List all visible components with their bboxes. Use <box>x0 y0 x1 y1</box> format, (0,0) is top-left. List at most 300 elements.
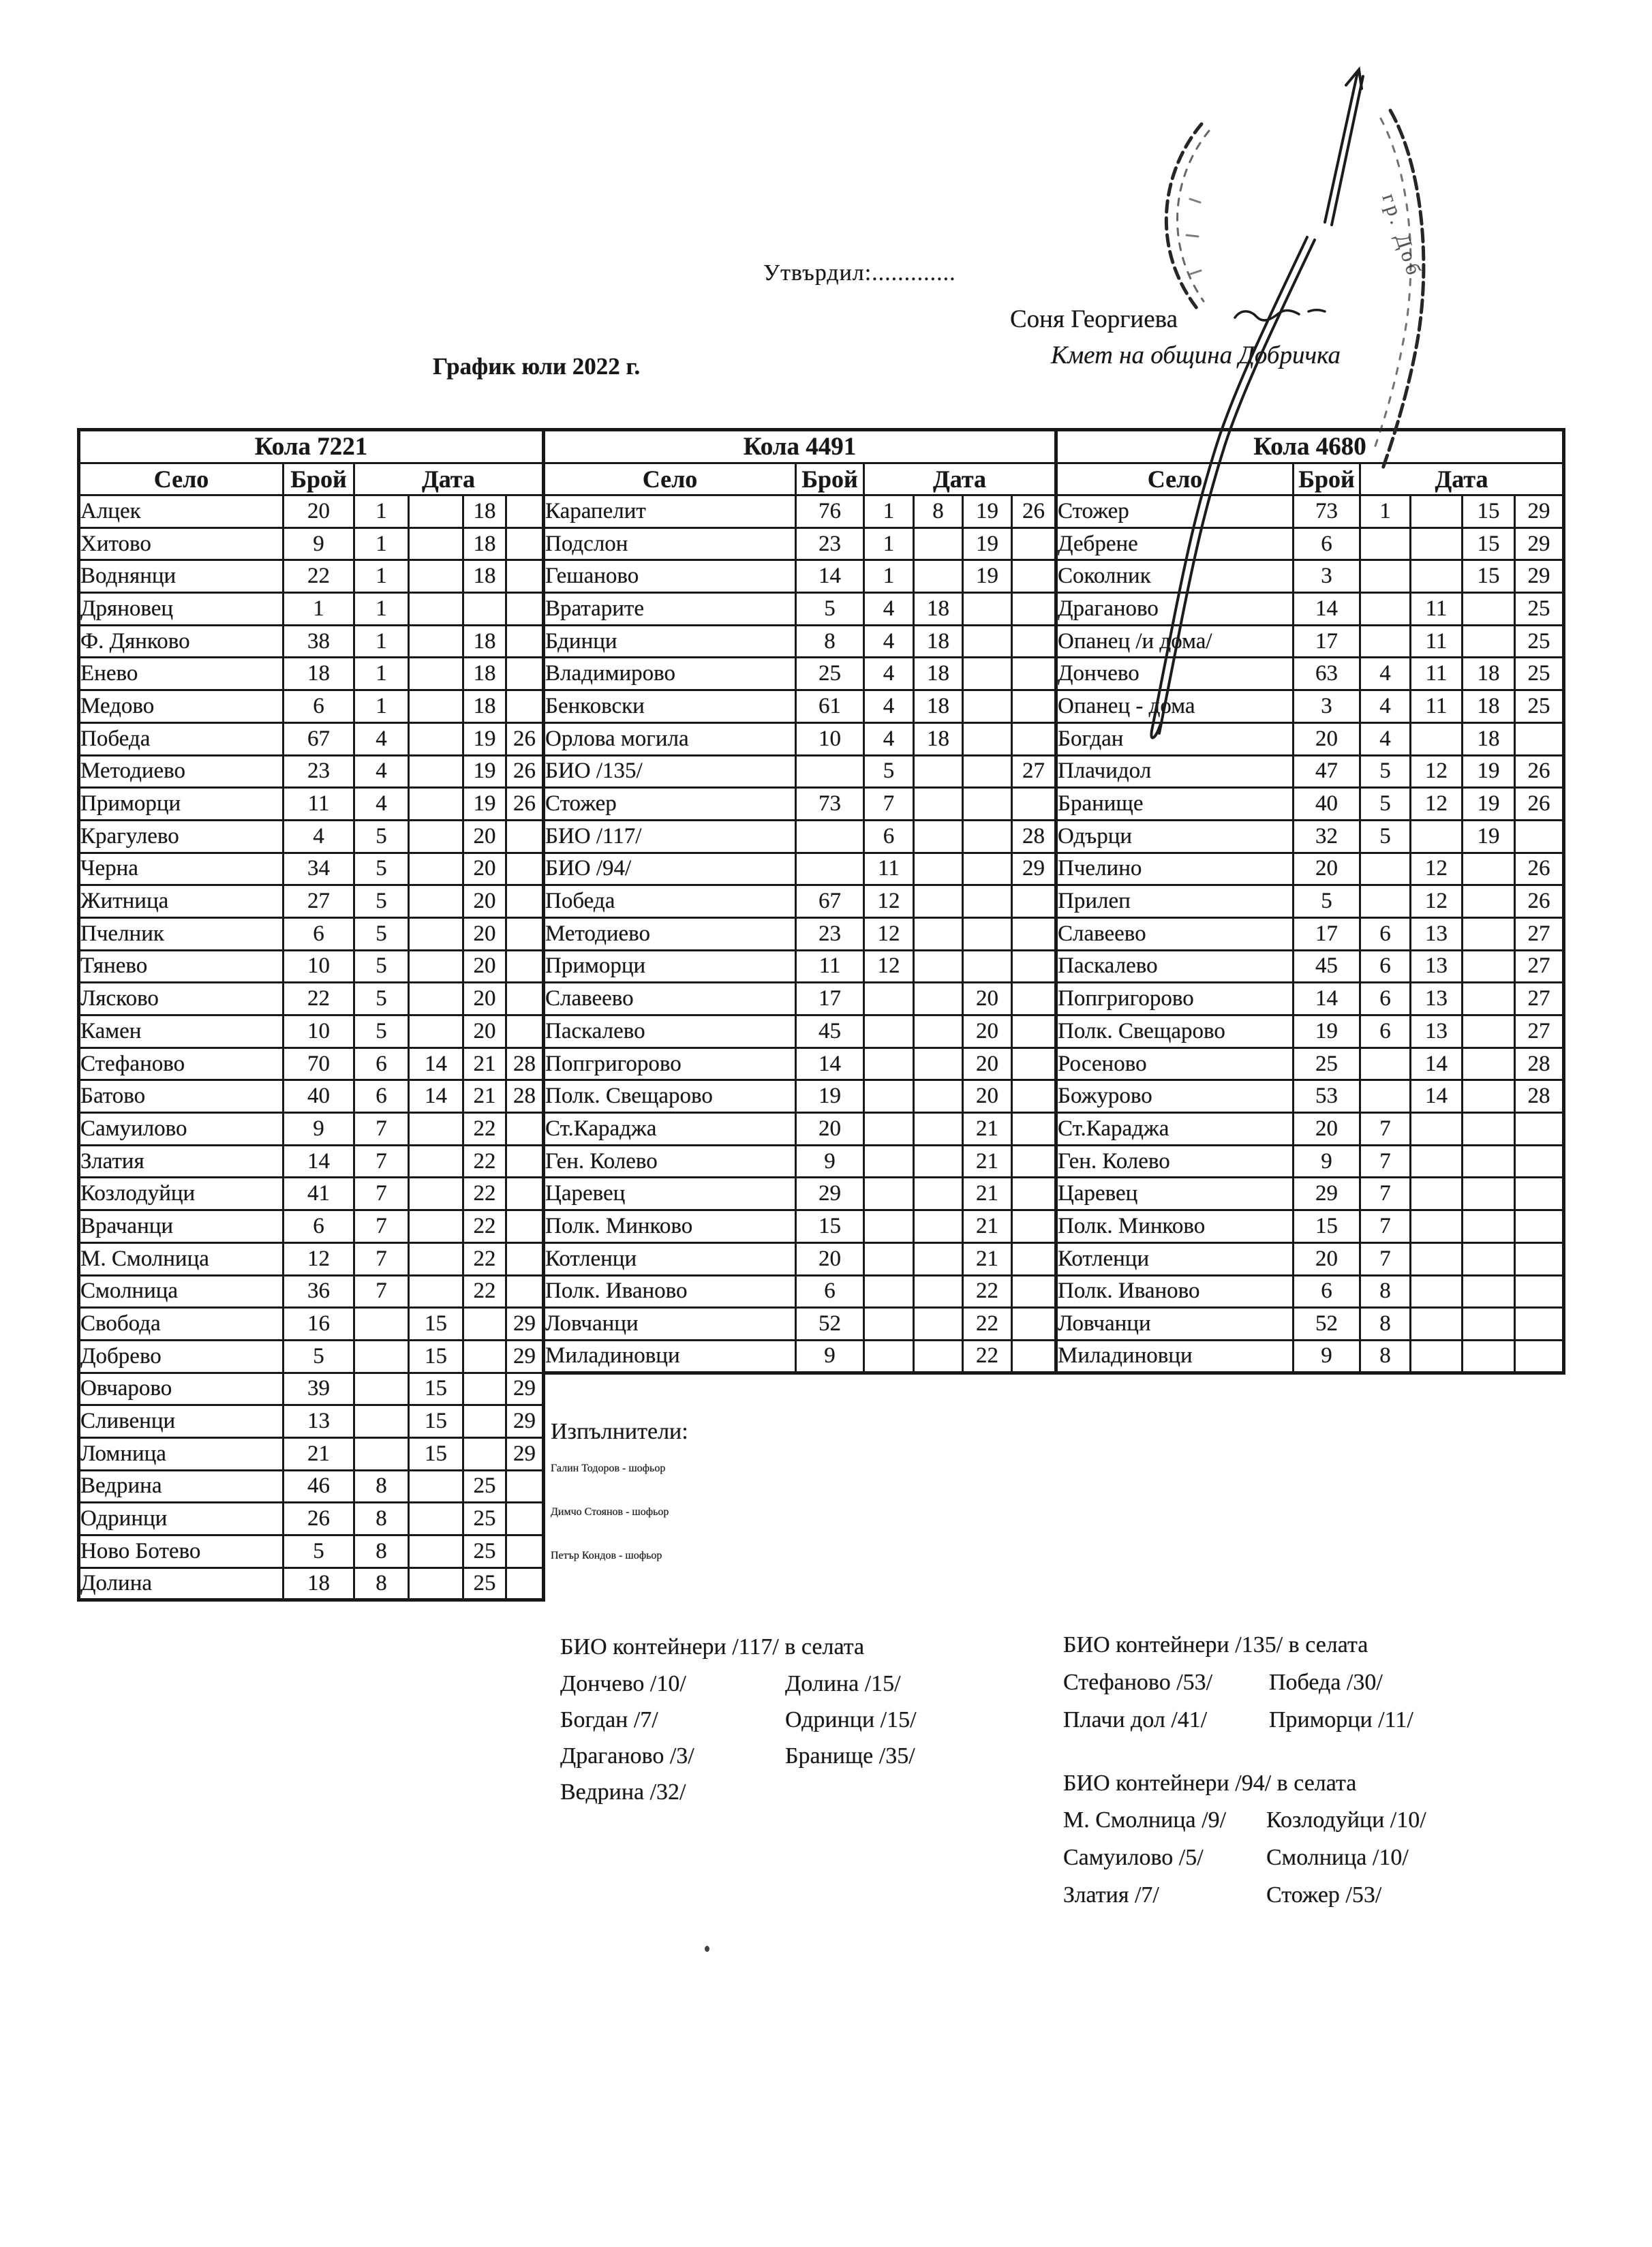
date-cell: 22 <box>963 1275 1012 1308</box>
count-cell: 3 <box>1294 690 1360 723</box>
bio-117-heading: БИО контейнери /117/ в селата <box>560 1634 865 1660</box>
date-cell: 11 <box>1411 658 1463 690</box>
table-row <box>79 1048 544 1080</box>
table-row <box>1056 1242 1564 1275</box>
date-cell <box>1411 820 1463 853</box>
date-cell: 20 <box>463 983 506 1015</box>
count-cell: 20 <box>1294 1242 1360 1275</box>
village-cell: Енево <box>79 658 284 690</box>
date-cell: 21 <box>963 1113 1012 1146</box>
bio-item: Самуилово /5/ <box>1063 1845 1204 1870</box>
date-cell <box>914 853 963 885</box>
bio-item: Победа /30/ <box>1269 1670 1383 1695</box>
village-cell: Славеево <box>544 983 796 1015</box>
village-cell: Смолница <box>79 1275 284 1308</box>
date-cell <box>1012 1340 1056 1373</box>
village-cell: Ловчанци <box>1056 1308 1294 1341</box>
date-cell: 22 <box>463 1210 506 1243</box>
count-cell: 36 <box>284 1275 354 1308</box>
table-row <box>79 788 544 821</box>
village-cell: Дебрене <box>1056 528 1294 560</box>
date-cell: 28 <box>1515 1048 1564 1080</box>
village-cell: Бдинци <box>544 625 796 658</box>
village-cell: Полк. Свещарово <box>1056 1015 1294 1048</box>
date-cell: 19 <box>463 788 506 821</box>
date-cell: 20 <box>463 950 506 983</box>
date-cell <box>1012 1145 1056 1178</box>
date-cell <box>506 495 544 528</box>
date-cell: 14 <box>409 1080 463 1113</box>
date-cell: 26 <box>506 722 544 755</box>
date-cell <box>963 722 1012 755</box>
date-cell: 5 <box>354 885 409 918</box>
date-cell <box>1012 1210 1056 1243</box>
village-cell: БИО /117/ <box>544 820 796 853</box>
date-cell <box>409 820 463 853</box>
date-cell: 22 <box>963 1308 1012 1341</box>
table-row <box>544 722 1056 755</box>
count-cell: 29 <box>796 1178 864 1210</box>
date-cell: 18 <box>463 658 506 690</box>
table-row <box>79 1210 544 1243</box>
count-cell: 8 <box>796 625 864 658</box>
date-cell <box>963 690 1012 723</box>
village-cell: Полк. Минково <box>544 1210 796 1243</box>
count-cell: 14 <box>796 1048 864 1080</box>
date-cell <box>914 917 963 950</box>
date-cell: 21 <box>963 1178 1012 1210</box>
table-row <box>1056 1178 1564 1210</box>
table-row <box>79 1340 544 1373</box>
date-cell: 29 <box>506 1340 544 1373</box>
date-cell <box>1012 1242 1056 1275</box>
count-cell: 67 <box>284 722 354 755</box>
date-cell: 8 <box>1360 1340 1411 1373</box>
date-cell: 15 <box>1463 560 1515 593</box>
count-cell: 47 <box>1294 755 1360 788</box>
date-cell <box>864 1275 914 1308</box>
executors-heading: Изпълнители: <box>551 1419 688 1444</box>
count-cell: 63 <box>1294 658 1360 690</box>
date-cell: 4 <box>864 658 914 690</box>
date-cell <box>1360 853 1411 885</box>
village-cell: Воднянци <box>79 560 284 593</box>
date-cell <box>1463 1210 1515 1243</box>
car-header: Кола 4680 <box>1056 430 1564 463</box>
village-cell: Дончево <box>1056 658 1294 690</box>
date-cell: 22 <box>463 1113 506 1146</box>
date-cell: 4 <box>864 690 914 723</box>
table-row <box>79 528 544 560</box>
date-cell: 18 <box>463 528 506 560</box>
date-cell: 14 <box>1411 1048 1463 1080</box>
page-title: График юли 2022 г. <box>433 353 641 380</box>
village-cell: Бранище <box>1056 788 1294 821</box>
date-cell: 29 <box>506 1373 544 1405</box>
village-cell: Хитово <box>79 528 284 560</box>
date-cell: 6 <box>864 820 914 853</box>
village-cell: Пчелник <box>79 917 284 950</box>
count-cell: 5 <box>1294 885 1360 918</box>
table-row <box>544 1275 1056 1308</box>
date-cell <box>354 1437 409 1470</box>
table-row <box>1056 853 1564 885</box>
date-cell <box>1515 820 1564 853</box>
date-cell <box>409 885 463 918</box>
count-cell: 67 <box>796 885 864 918</box>
date-cell <box>354 1405 409 1438</box>
table-row <box>1056 885 1564 918</box>
date-cell: 1 <box>354 690 409 723</box>
table-row <box>544 528 1056 560</box>
date-cell: 29 <box>1515 495 1564 528</box>
date-cell: 25 <box>1515 625 1564 658</box>
date-cell <box>1515 1145 1564 1178</box>
date-cell: 26 <box>1012 495 1056 528</box>
date-cell <box>506 528 544 560</box>
table-row <box>79 950 544 983</box>
count-cell: 21 <box>284 1437 354 1470</box>
count-cell: 61 <box>796 690 864 723</box>
date-cell: 13 <box>1411 1015 1463 1048</box>
count-cell: 14 <box>796 560 864 593</box>
village-cell: Одринци <box>79 1503 284 1535</box>
count-cell: 17 <box>796 983 864 1015</box>
date-cell <box>1012 1308 1056 1341</box>
date-cell <box>506 625 544 658</box>
village-cell: Сливенци <box>79 1405 284 1438</box>
date-cell: 15 <box>1463 495 1515 528</box>
village-cell: Стожер <box>544 788 796 821</box>
date-cell <box>914 1242 963 1275</box>
village-cell: Росеново <box>1056 1048 1294 1080</box>
table-row <box>544 593 1056 626</box>
count-cell: 4 <box>284 820 354 853</box>
date-cell <box>1012 950 1056 983</box>
date-cell: 7 <box>1360 1113 1411 1146</box>
date-cell: 11 <box>1411 593 1463 626</box>
village-cell: Победа <box>544 885 796 918</box>
village-header: Село <box>1056 463 1294 495</box>
table-row <box>544 1015 1056 1048</box>
village-cell: Полк. Иваново <box>1056 1275 1294 1308</box>
count-cell: 9 <box>1294 1340 1360 1373</box>
table-row <box>79 625 544 658</box>
date-cell <box>963 885 1012 918</box>
village-header: Село <box>79 463 284 495</box>
date-cell: 8 <box>354 1568 409 1600</box>
count-cell <box>796 755 864 788</box>
table-row <box>1056 917 1564 950</box>
count-header: Брой <box>1294 463 1360 495</box>
date-cell: 4 <box>1360 722 1411 755</box>
date-cell: 18 <box>1463 658 1515 690</box>
date-cell <box>409 1275 463 1308</box>
date-cell <box>1411 1242 1463 1275</box>
count-cell: 40 <box>284 1080 354 1113</box>
count-cell: 53 <box>1294 1080 1360 1113</box>
date-cell: 8 <box>354 1470 409 1503</box>
village-cell: Пчелино <box>1056 853 1294 885</box>
table-row <box>1056 1080 1564 1113</box>
date-cell: 19 <box>463 722 506 755</box>
village-cell: Добрево <box>79 1340 284 1373</box>
date-cell <box>409 1145 463 1178</box>
count-cell: 34 <box>284 853 354 885</box>
date-cell: 22 <box>463 1178 506 1210</box>
village-cell: Богдан <box>1056 722 1294 755</box>
table-row <box>1056 1210 1564 1243</box>
village-cell: Прилеп <box>1056 885 1294 918</box>
executors-list <box>551 1463 669 1593</box>
date-cell: 4 <box>864 722 914 755</box>
date-cell <box>409 593 463 626</box>
date-cell <box>409 528 463 560</box>
date-cell: 15 <box>409 1437 463 1470</box>
village-cell: Самуилово <box>79 1113 284 1146</box>
village-cell: Соколник <box>1056 560 1294 593</box>
date-cell <box>506 1535 544 1568</box>
village-cell: Ведрина <box>79 1470 284 1503</box>
table-row <box>79 1015 544 1048</box>
date-cell: 19 <box>1463 755 1515 788</box>
count-cell: 14 <box>284 1145 354 1178</box>
village-cell: Котленци <box>544 1242 796 1275</box>
count-cell: 13 <box>284 1405 354 1438</box>
count-cell: 11 <box>284 788 354 821</box>
date-cell: 19 <box>1463 820 1515 853</box>
village-cell: М. Смолница <box>79 1242 284 1275</box>
date-cell: 11 <box>1411 690 1463 723</box>
date-cell <box>914 1178 963 1210</box>
count-cell: 9 <box>796 1340 864 1373</box>
date-cell <box>864 1178 914 1210</box>
table-row <box>79 853 544 885</box>
date-cell <box>506 690 544 723</box>
date-cell: 22 <box>463 1242 506 1275</box>
bio-94-col-a <box>1063 1807 1226 1920</box>
date-cell <box>506 1113 544 1146</box>
car-header: Кола 4491 <box>544 430 1056 463</box>
date-cell: 28 <box>1515 1080 1564 1113</box>
date-cell <box>409 788 463 821</box>
count-cell: 10 <box>284 1015 354 1048</box>
count-cell: 73 <box>1294 495 1360 528</box>
date-cell <box>506 560 544 593</box>
table-row <box>544 690 1056 723</box>
date-cell <box>1360 885 1411 918</box>
table-row <box>544 885 1056 918</box>
count-cell: 6 <box>284 917 354 950</box>
date-cell: 18 <box>914 658 963 690</box>
date-cell <box>1012 1015 1056 1048</box>
date-cell <box>963 853 1012 885</box>
count-cell: 17 <box>1294 917 1360 950</box>
date-cell: 28 <box>506 1080 544 1113</box>
date-cell: 1 <box>864 528 914 560</box>
count-cell: 19 <box>796 1080 864 1113</box>
date-cell <box>506 1145 544 1178</box>
date-cell <box>1463 1178 1515 1210</box>
date-cell: 21 <box>963 1242 1012 1275</box>
date-cell <box>914 1340 963 1373</box>
village-cell: Долина <box>79 1568 284 1600</box>
date-cell <box>1463 1242 1515 1275</box>
date-cell: 7 <box>354 1113 409 1146</box>
date-cell <box>506 1568 544 1600</box>
date-cell: 4 <box>1360 690 1411 723</box>
table-row <box>79 885 544 918</box>
date-cell <box>1411 1275 1463 1308</box>
count-cell: 6 <box>796 1275 864 1308</box>
date-cell: 1 <box>354 625 409 658</box>
village-cell: Ст.Караджа <box>544 1113 796 1146</box>
date-cell: 12 <box>864 917 914 950</box>
date-cell <box>1463 593 1515 626</box>
date-cell <box>1012 1178 1056 1210</box>
date-cell <box>506 658 544 690</box>
date-cell: 29 <box>506 1437 544 1470</box>
date-cell: 25 <box>1515 658 1564 690</box>
village-cell: Ф. Дянково <box>79 625 284 658</box>
date-cell: 21 <box>463 1080 506 1113</box>
count-cell: 23 <box>796 917 864 950</box>
date-cell: 15 <box>409 1308 463 1341</box>
date-cell: 8 <box>354 1503 409 1535</box>
village-cell: Паскалево <box>1056 950 1294 983</box>
bio-item: Плачи дол /41/ <box>1063 1707 1208 1732</box>
date-cell <box>963 593 1012 626</box>
date-cell: 28 <box>506 1048 544 1080</box>
date-cell <box>914 528 963 560</box>
table-row <box>544 1308 1056 1341</box>
date-cell: 7 <box>354 1210 409 1243</box>
village-cell: Ген. Колево <box>544 1145 796 1178</box>
bio-item: Стожер /53/ <box>1266 1882 1382 1908</box>
count-cell: 10 <box>796 722 864 755</box>
count-cell: 40 <box>1294 788 1360 821</box>
table-row <box>79 560 544 593</box>
date-cell <box>1515 722 1564 755</box>
date-cell <box>506 1503 544 1535</box>
count-cell: 9 <box>796 1145 864 1178</box>
date-cell: 22 <box>463 1275 506 1308</box>
table-row <box>544 658 1056 690</box>
date-cell: 27 <box>1515 983 1564 1015</box>
date-cell: 5 <box>1360 788 1411 821</box>
village-cell: Паскалево <box>544 1015 796 1048</box>
date-header: Дата <box>354 463 544 495</box>
count-cell <box>796 853 864 885</box>
count-cell: 9 <box>284 1113 354 1146</box>
count-cell: 1 <box>284 593 354 626</box>
table-row <box>544 1145 1056 1178</box>
date-header: Дата <box>1360 463 1564 495</box>
village-cell: Опанец /и дома/ <box>1056 625 1294 658</box>
village-cell: Врачанци <box>79 1210 284 1243</box>
village-cell: Свобода <box>79 1308 284 1341</box>
date-cell <box>409 983 463 1015</box>
count-cell: 76 <box>796 495 864 528</box>
village-cell: Плачидол <box>1056 755 1294 788</box>
date-cell: 18 <box>914 625 963 658</box>
date-cell: 22 <box>463 1145 506 1178</box>
count-cell: 15 <box>1294 1210 1360 1243</box>
date-cell: 12 <box>864 950 914 983</box>
village-header: Село <box>544 463 796 495</box>
date-cell: 7 <box>1360 1210 1411 1243</box>
date-cell: 20 <box>963 1015 1012 1048</box>
count-cell <box>796 820 864 853</box>
table-row <box>544 853 1056 885</box>
date-cell <box>963 788 1012 821</box>
village-cell: Гешаново <box>544 560 796 593</box>
table-row <box>544 788 1056 821</box>
count-cell: 5 <box>284 1340 354 1373</box>
table-row <box>79 917 544 950</box>
stamp-and-signature-overlay <box>1036 34 1458 797</box>
date-cell <box>463 1405 506 1438</box>
date-cell: 12 <box>1411 788 1463 821</box>
count-cell: 32 <box>1294 820 1360 853</box>
date-cell: 8 <box>914 495 963 528</box>
date-cell <box>409 917 463 950</box>
village-cell: Крагулево <box>79 820 284 853</box>
date-cell <box>1515 1242 1564 1275</box>
date-cell <box>864 1242 914 1275</box>
date-cell: 7 <box>354 1145 409 1178</box>
table-row <box>79 1145 544 1178</box>
count-cell: 29 <box>1294 1178 1360 1210</box>
date-cell: 4 <box>864 625 914 658</box>
count-cell: 52 <box>796 1308 864 1341</box>
date-cell: 26 <box>1515 853 1564 885</box>
date-cell <box>1515 1340 1564 1373</box>
date-cell: 25 <box>463 1470 506 1503</box>
date-cell <box>1012 1113 1056 1146</box>
date-cell: 19 <box>963 495 1012 528</box>
date-cell <box>1360 1048 1411 1080</box>
date-cell <box>409 690 463 723</box>
date-cell <box>914 1210 963 1243</box>
table-row <box>79 1535 544 1568</box>
date-cell: 15 <box>409 1340 463 1373</box>
date-cell <box>506 853 544 885</box>
date-cell: 27 <box>1515 917 1564 950</box>
village-cell: Опанец - дома <box>1056 690 1294 723</box>
date-cell <box>864 1210 914 1243</box>
date-cell <box>864 1308 914 1341</box>
date-cell <box>864 1080 914 1113</box>
date-cell: 13 <box>1411 917 1463 950</box>
date-cell <box>506 1015 544 1048</box>
date-cell <box>963 917 1012 950</box>
count-cell: 17 <box>1294 625 1360 658</box>
bio-item: Стефаново /53/ <box>1063 1670 1213 1695</box>
date-cell <box>1463 1113 1515 1146</box>
date-cell: 18 <box>463 625 506 658</box>
village-cell: Лясково <box>79 983 284 1015</box>
count-cell: 10 <box>284 950 354 983</box>
date-cell <box>963 820 1012 853</box>
date-cell <box>1463 950 1515 983</box>
table-row <box>79 1470 544 1503</box>
bio-item: Драганово /3/ <box>560 1743 694 1769</box>
count-cell: 14 <box>1294 983 1360 1015</box>
date-cell: 6 <box>354 1080 409 1113</box>
date-cell: 11 <box>1411 625 1463 658</box>
date-cell <box>409 495 463 528</box>
